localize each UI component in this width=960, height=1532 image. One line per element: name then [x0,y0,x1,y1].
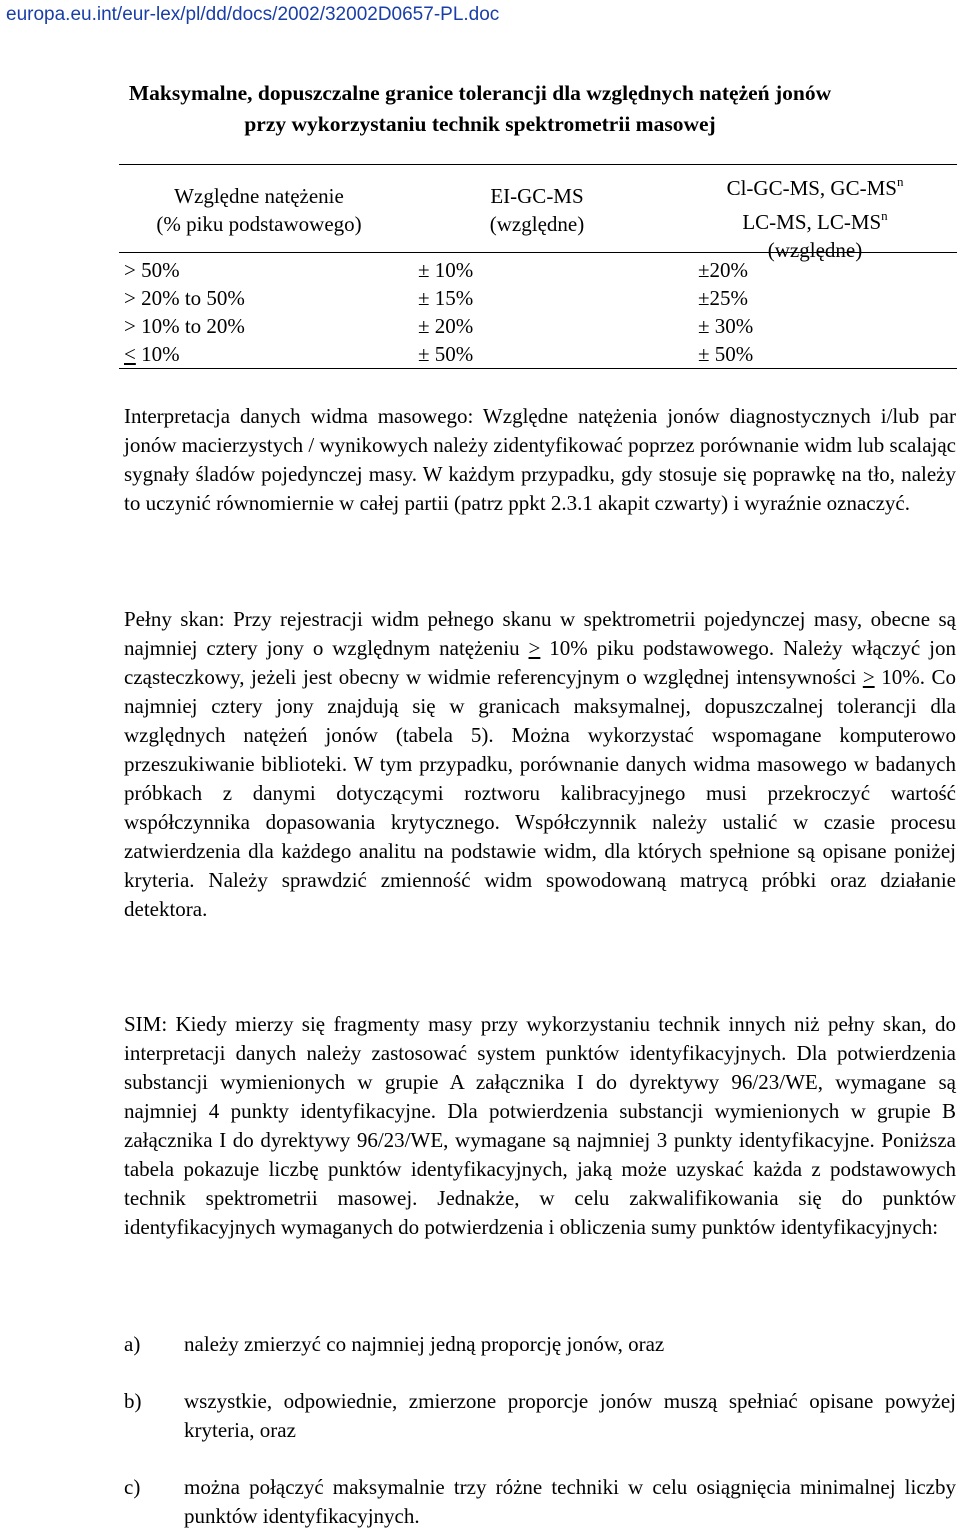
table-row-3-ci: ± 30% [698,314,754,338]
list-item-c-text: można połączyć maksymalnie trzy różne techniki w celu osiągnięcia minimalnej liczby punktów identyfikacyjnych. [184,1475,956,1528]
col2-header [462,182,612,238]
list-item-b-label: b) [124,1389,142,1413]
table-row-3-ei: ± 20% [418,314,474,338]
table-row-4-ci: ± 50% [698,342,754,366]
paragraph-sim: SIM: Kiedy mierzy się fragmenty masy przy wykorzystaniu technik innych niż pełny skan, do interpretacji danych należy zastosować system punktów identyfikacyjnych. Dla potwierdzenia substancji wymienionych w grupie A załącznika I do dyrektywy 96/23/WE, wymagane są najmniej 4 punkty identyfikacyjne. Dla potwierdzenia substancji wymienionych w grupie B załącznika I do dyrektywy 96/23/WE, wymagane są najmniej 3 punkty identyfikacyjne. Poniższa tabela pokazuje liczbę punktów identyfikacyjnych, jaką może uzyskać każda z podstawowych technik spektrometrii masowej. Jednakże, w celu zakwalifikowania się do punktów identyfikacyjnych wymaganych do potwierdzenia i obliczenia sumy punktów identyfikacyjnych: [124,1012,956,1239]
col1-header-line2: (% piku podstawowego) [156,212,362,236]
table-row-4-range: < 10% [124,342,180,366]
title-line-2: przy wykorzystaniu technik spektrometrii masowej [244,112,716,136]
table-top-rule [119,164,957,165]
list-item-c-label: c) [124,1475,141,1499]
table-row-1-ci: ±20% [698,258,749,282]
table-row-3-range: > 10% to 20% [124,314,245,338]
table-row-2-ei: ± 15% [418,286,474,310]
table-row-2-range: > 20% to 50% [124,286,245,310]
col3-header-line3: (względne) [767,238,863,262]
paragraph-full-scan: Pełny skan: Przy rejestracji widm pełnego skanu w spektrometrii pojedynczej masy, obecne są najmniej cztery jony o względnym natężeniu > 10% piku podstawowego. Należy włączyć jon cząsteczkowy, jeżeli jest obecny w widmie referencyjnym o względnej intensywności > 10%. Co najmniej cztery jony znajdują się w granicach maksymalnej, dopuszczalnej tolerancji dla względnych natężeń jonów (tabela 5). Można wykorzystać wspomagane komputerowo przeszukiwanie biblioteki. W tym przypadku, porównanie danych widma masowego w badanych próbkach z danymi dotyczącymi roztworu kalibracyjnego musi przekroczyć wartość współczynnika dopasowania krytycznego. Współczynnik należy ustalić w czasie procesu zatwierdzenia dla każdego analitu na podstawie widm, dla których spełnione są opisane poniżej kryteria. Należy sprawdzić zmienność widm spowodowaną matrycą próbki oraz działanie detektora. [124,607,957,921]
table-row-1-range: > 50% [124,258,180,282]
paragraph-interpretation: Interpretacja danych widma masowego: Względne natężenia jonów diagnostycznych i/lub par jonów macierzystych / wynikowych należy zidentyfikować poprzez porównanie widm lub scalając sygnały śladów pojedynczej masy. W każdym przypadku, gdy stosuje się poprawkę na tło, należy to uczynić równomiernie w całej partii (patrz ppkt 2.3.1 akapit czwarty) i wyraźnie oznaczyć. [124,404,956,515]
title-line-1: Maksymalne, dopuszczalne granice tolerancji dla względnych natężeń jonów [128,81,832,105]
table-bottom-rule [119,368,957,369]
col2-header-line1: EI-GC-MS [490,184,584,208]
table-col-range [124,256,245,368]
col3-header-line2: LC-MS, $LC-MS^n$ [742,208,888,234]
document-title [100,78,860,140]
table-col-ei [418,256,473,368]
table-row-4-ei: ± 50% [418,342,474,366]
table-row-2-ci: ±25% [698,286,749,310]
col3-header-line1: Cl-GC-MS, $GC-MS^n$ [726,174,904,200]
list-item-a-text: należy zmierzyć co najmniej jedną proporcję jonów, oraz [184,1332,665,1356]
table-row-1-ei: ± 10% [418,258,474,282]
list-item-a-label: a) [124,1332,141,1356]
table-header-rule [119,252,957,253]
table-col-ci [698,256,753,368]
col1-header-line1: Względne natężenie [174,184,344,208]
col3-header [690,168,940,264]
col2-header-line2: (względne) [489,212,585,236]
source-url-link[interactable]: europa.eu.int/eur-lex/pl/dd/docs/2002/32002D0657-PL.doc [6,4,500,25]
list-item-b-text: wszystkie, odpowiednie, zmierzone proporcje jonów muszą spełniać opisane powyżej kryteria, oraz [184,1389,956,1442]
col1-header [134,182,384,238]
